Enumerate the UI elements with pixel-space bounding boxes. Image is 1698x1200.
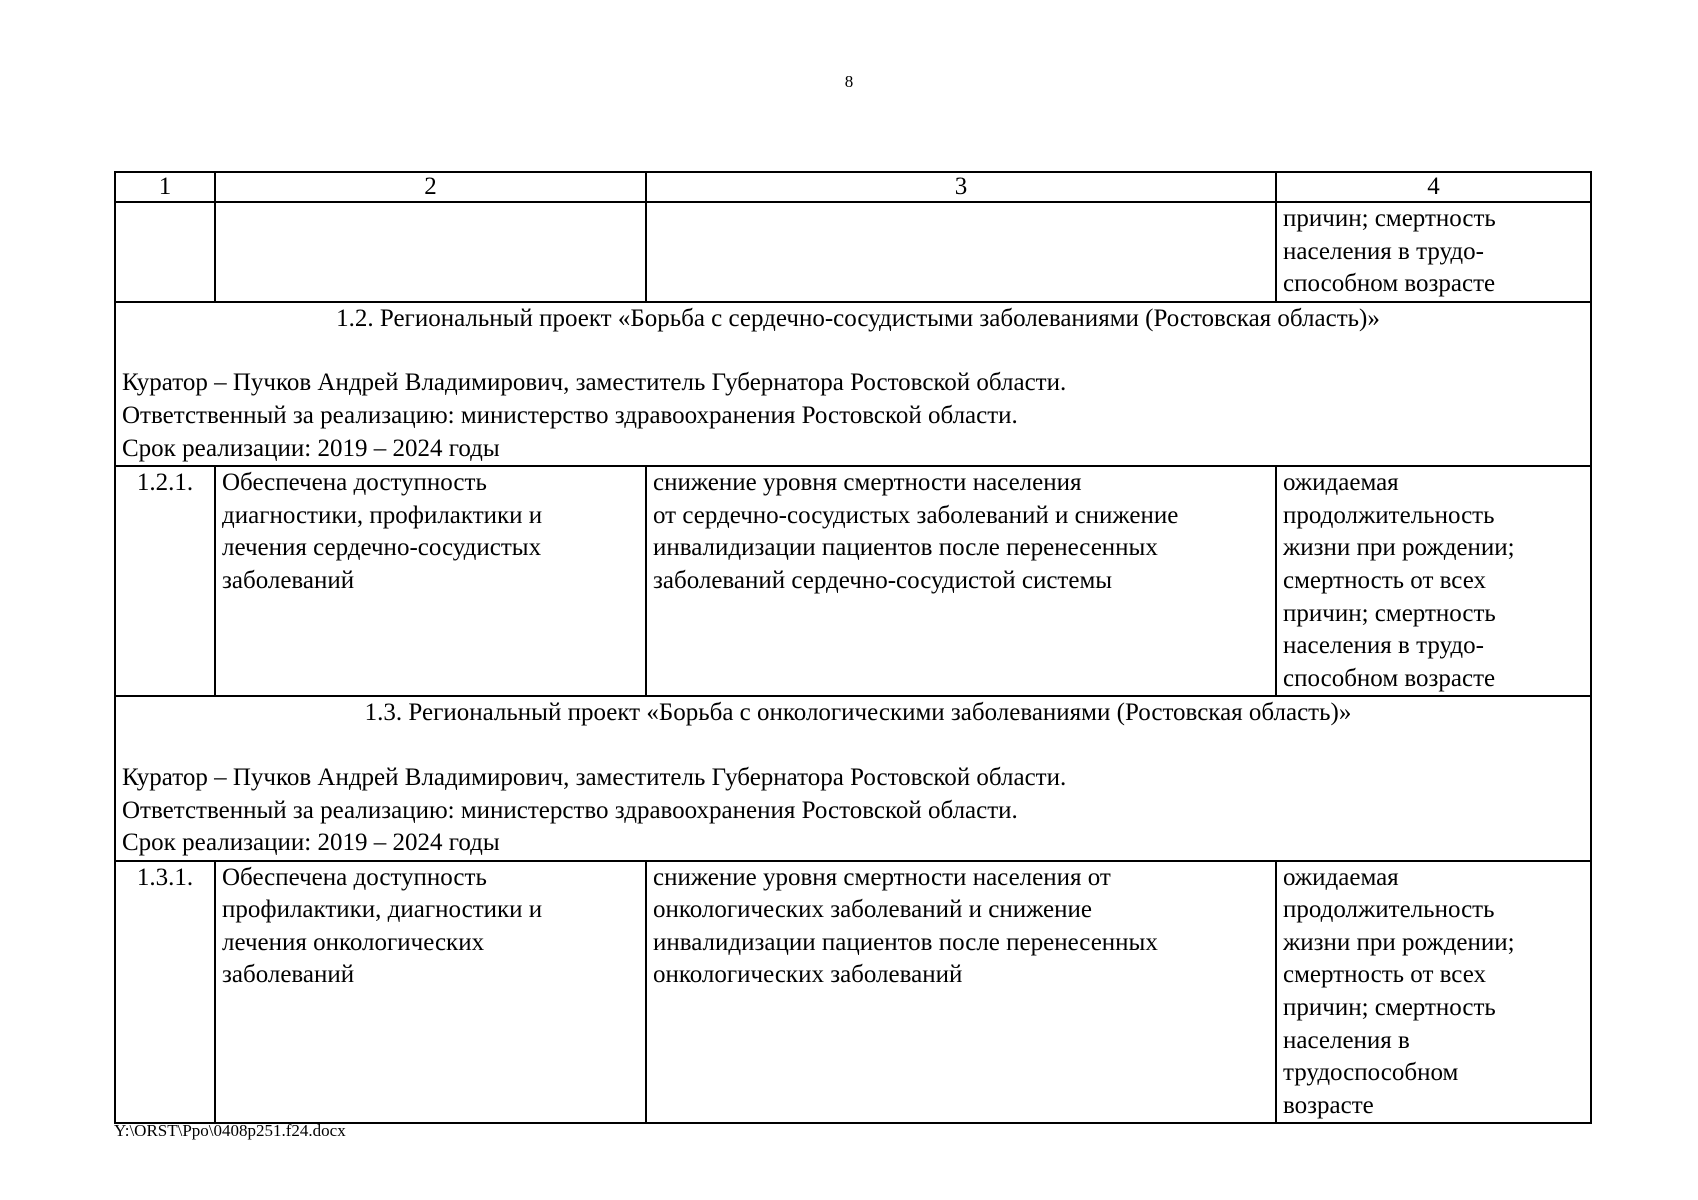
continuation-number (115, 202, 215, 302)
table-row (115, 861, 1591, 1124)
program-table (114, 171, 1592, 1124)
section-curator: Куратор – Пучков Андрей Владимирович, заместитель Губернатора Ростовской области. (122, 763, 1067, 791)
section-title: 1.3. Региональный проект «Борьба с онкологическими заболеваниями (Ростовская область)» (364, 699, 1352, 727)
section-term: Срок реализации: 2019 – 2024 годы (122, 829, 500, 857)
continuation-indicators: причин; смертность населения в трудо- способном возрасте (1276, 202, 1591, 302)
section-header-row (115, 302, 1591, 466)
section-title: 1.2. Региональный проект «Борьба с сердечно-сосудистыми заболеваниями (Ростовская область)» (336, 304, 1380, 332)
row-effect: снижение уровня смертности населения от онкологических заболеваний и снижение инвалидизации пациентов после перенесенных онкологических заболеваний (646, 861, 1276, 1124)
continuation-task (215, 202, 646, 302)
section-responsible: Ответственный за реализацию: министерство здравоохранения Ростовской области. (122, 401, 1018, 429)
table-row-continuation (115, 202, 1591, 302)
section-header-1-2 (115, 302, 1591, 466)
column-header-4: 4 (1276, 172, 1591, 202)
row-effect: снижение уровня смертности населения от сердечно-сосудистых заболеваний и снижение инвалидизации пациентов после перенесенных заболеваний сердечно-сосудистой системы (646, 466, 1276, 696)
section-curator: Куратор – Пучков Андрей Владимирович, заместитель Губернатора Ростовской области. (122, 369, 1067, 397)
page-number: 8 (844, 72, 854, 91)
section-header-1-3 (115, 696, 1591, 860)
row-number: 1.2.1. (115, 466, 215, 696)
column-header-1: 1 (115, 172, 215, 202)
table-row (115, 466, 1591, 696)
row-task: Обеспечена доступность диагностики, профилактики и лечения сердечно-сосудистых заболеваний (215, 466, 646, 696)
continuation-effect (646, 202, 1276, 302)
row-number: 1.3.1. (115, 861, 215, 1124)
section-header-row (115, 696, 1591, 860)
footer-file-path: Y:\ORST\Ppo\0408p251.f24.docx (114, 1121, 346, 1140)
column-header-row (115, 172, 1591, 202)
section-term: Срок реализации: 2019 – 2024 годы (122, 434, 500, 462)
column-header-3: 3 (646, 172, 1276, 202)
row-indicators: ожидаемая продолжительность жизни при рождении; смертность от всех причин; смертность населения в трудо- способном возрасте (1276, 466, 1591, 696)
row-task: Обеспечена доступность профилактики, диагностики и лечения онкологических заболеваний (215, 861, 646, 1124)
row-indicators: ожидаемая продолжительность жизни при рождении; смертность от всех причин; смертность населения в трудоспособном возрасте (1276, 861, 1591, 1124)
column-header-2: 2 (215, 172, 646, 202)
section-responsible: Ответственный за реализацию: министерство здравоохранения Ростовской области. (122, 796, 1018, 824)
